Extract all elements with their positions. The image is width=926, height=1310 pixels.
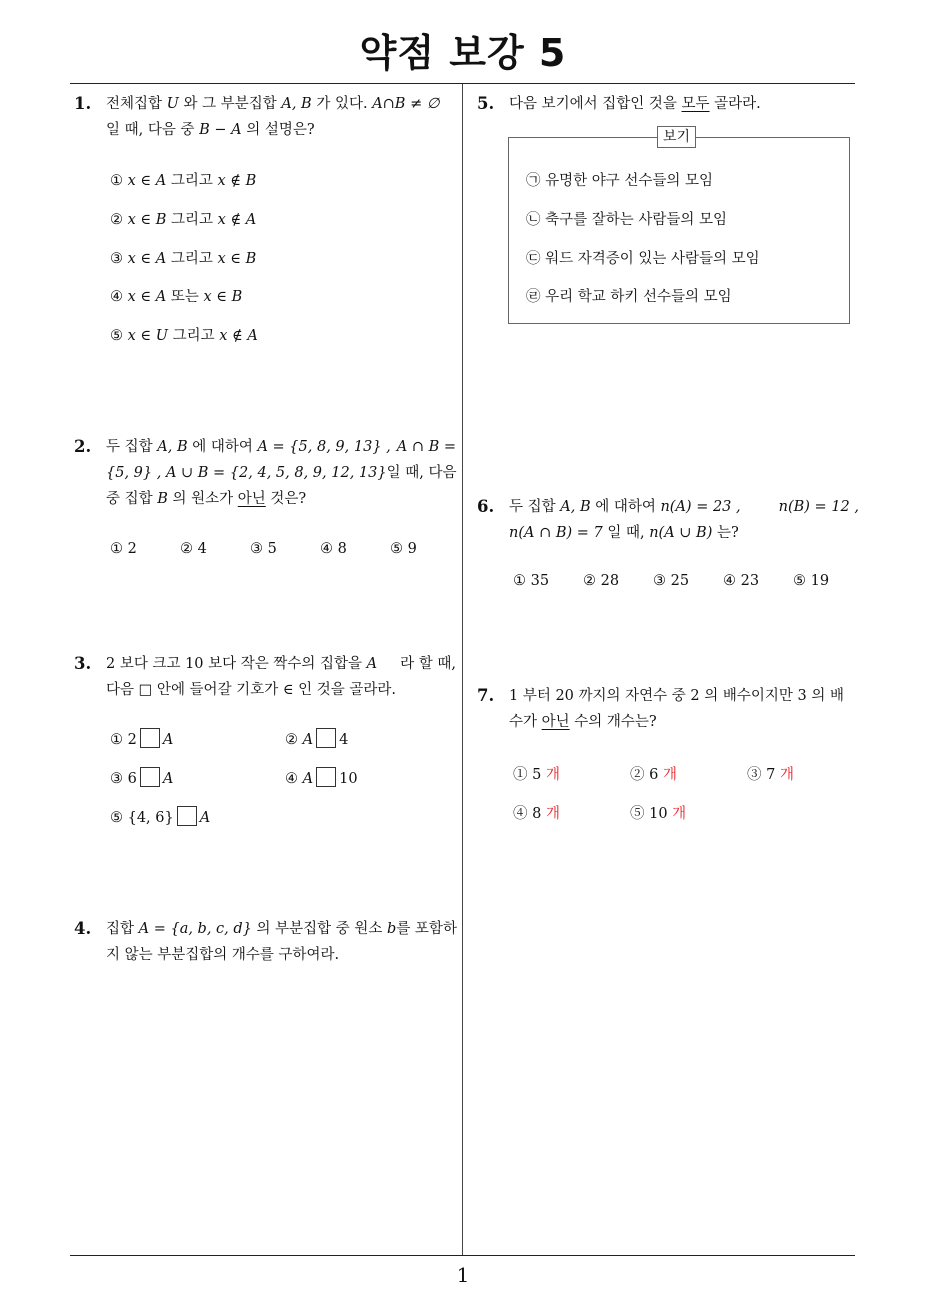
example-item-1[interactable] [526,169,713,190]
option-3-5[interactable] [110,806,210,826]
answer-blank[interactable] [140,767,160,787]
underlined-word: 아닌 [541,714,570,730]
text-run: 는? [712,525,739,541]
column-divider [462,84,463,1256]
option-text: 또는 [166,289,204,305]
math-expr: x ∈ B [203,289,243,305]
question-number: 1. [74,94,92,113]
text-line [509,709,859,735]
math-expr: x ∉ A [219,328,258,344]
option-mark: ⑤ [110,810,123,826]
math-var: A [302,732,314,748]
math-var: A [162,771,174,787]
option-3-3[interactable] [110,767,173,787]
math-expr: x ∈ A [127,173,167,189]
math-expr: A = {5, 8, 9, 13} , [257,439,391,455]
text-run: 중 집합 [106,491,158,507]
text-run: 와 그 부분집합 [178,96,282,112]
option-1-2[interactable] [110,208,256,229]
page-title: 약점 보강 5 [359,31,567,75]
question-text [106,434,456,512]
question-number: 6. [477,497,495,516]
option-mark: ⑤ [110,328,123,344]
math-var: A [162,732,174,748]
text-run: 두 집합 [509,499,561,515]
item-mark: ㉢ [526,251,541,267]
question-text [106,651,456,703]
option-1-5[interactable] [110,324,258,345]
item-text: 축구를 잘하는 사람들의 모임 [545,212,728,228]
option-mark: ④ [723,573,736,589]
math-var: U [166,96,179,112]
text-line [106,486,456,512]
option-6-1[interactable] [513,573,549,589]
option-unit: 개 [545,767,560,783]
page-number: 1 [456,1263,470,1287]
option-value: 8 [337,541,347,557]
item-text: 유명한 야구 선수들의 모임 [545,173,714,189]
option-value: 6 [649,767,659,783]
option-value: 7 [766,767,776,783]
text-run: 를 포함하 [396,921,457,937]
math-expr: x ∉ B [217,173,257,189]
option-mark: ⑤ [630,806,645,822]
option-value: 2 [127,541,137,557]
text-line: 다음 □ 안에 들어갈 기호가 ∈ 인 것을 골라라. [106,682,397,698]
text-run: 의 원소가 [167,491,238,507]
option-text: 그리고 [166,212,218,228]
option-3-4[interactable] [285,767,358,787]
math-expr: x ∈ B [217,251,257,267]
answer-blank[interactable] [316,767,336,787]
math-expr: A∩B ≠ ∅ [372,96,440,112]
item-mark: ㉠ [526,173,541,189]
math-var: b [387,921,397,937]
option-mark: ③ [110,771,123,787]
option-mark: ③ [110,251,123,267]
text-line [106,91,458,117]
text-run: 의 부분집합 중 원소 [251,921,388,937]
question-text [509,494,859,546]
text-run: 가 있다. [311,96,373,112]
option-value: 8 [532,806,542,822]
option-unit: 개 [662,767,677,783]
question-text [106,91,458,143]
option-unit: 개 [545,806,560,822]
option-mark: ① [110,732,123,748]
text-run: 수의 개수는? [569,714,657,730]
math-expr: x ∈ B [127,212,167,228]
text-run: 의 설명은? [241,122,315,138]
option-1-3[interactable] [110,247,256,268]
option-value: 4 [197,541,207,557]
option-1-4[interactable] [110,285,242,306]
math-expr: n(B) = 12 , [778,499,859,515]
option-7-1[interactable] [513,763,560,784]
option-2-3[interactable] [250,541,277,557]
question-number: 4. [74,919,92,938]
math-var: A [199,810,211,826]
math-expr: x ∉ A [217,212,257,228]
option-mark: ① [110,173,123,189]
text-line: 1 부터 20 까지의 자연수 중 2 의 배수이지만 3 의 배 [509,688,844,704]
option-unit: 개 [672,806,687,822]
example-item-3[interactable] [526,247,760,268]
text-line [509,520,859,546]
text-run: 두 집합 [106,439,158,455]
option-mark: ④ [320,541,333,557]
question-number: 7. [477,686,495,705]
option-2-5[interactable] [390,541,417,557]
option-1-1[interactable] [110,169,256,190]
question-number: 2. [74,437,92,456]
text-line [106,434,456,460]
question-number: 3. [74,654,92,673]
text-run: 집합 [106,921,139,937]
option-2-4[interactable] [320,541,347,557]
option-value: 19 [810,573,830,589]
text-run: 다음 보기에서 집합인 것을 [509,96,682,112]
math-expr: A ∩ B = [396,439,456,455]
option-3-1[interactable] [110,728,173,748]
option-value: 4 [339,732,349,748]
option-mark: ④ [110,289,123,305]
math-expr: x ∈ U [127,328,168,344]
option-value: 9 [407,541,417,557]
option-mark: ③ [250,541,263,557]
math-expr: x ∈ A [127,251,167,267]
text-line: 지 않는 부분집합의 개수를 구하여라. [106,947,340,963]
answer-blank[interactable] [316,728,336,748]
question-text [509,91,761,117]
example-box-label: 보기 [657,126,696,148]
math-expr: n(A ∩ B) = 7 [509,525,603,541]
option-mark: ② [630,767,645,783]
option-mark: ② [583,573,596,589]
example-item-2[interactable] [526,208,727,229]
math-var: B [157,491,168,507]
bottom-rule [70,1255,855,1256]
option-mark: ① [110,541,123,557]
option-unit: 개 [779,767,794,783]
item-mark: ㉣ [526,289,541,305]
option-mark: ① [513,573,526,589]
text-run: 전체집합 [106,96,167,112]
text-line [106,117,458,143]
option-3-2[interactable] [285,728,348,748]
option-6-2[interactable] [583,573,619,589]
item-mark: ㉡ [526,212,541,228]
option-2-2[interactable] [180,541,207,557]
option-mark: ④ [285,771,298,787]
option-6-4[interactable] [723,573,759,589]
math-expr: A = {a, b, c, d} [138,921,252,937]
option-mark: ⑤ [390,541,403,557]
text-line [509,91,761,117]
option-mark: ② [110,212,123,228]
underlined-word: 아닌 [237,491,266,507]
option-value: 23 [740,573,760,589]
option-value: 10 [649,806,668,822]
option-text: 그리고 [166,173,218,189]
math-var: A [366,656,378,672]
text-line [106,916,456,942]
answer-blank[interactable] [140,728,160,748]
option-6-5[interactable] [793,573,829,589]
option-value: 5 [532,767,542,783]
option-value: 2 [127,732,137,748]
answer-blank[interactable] [177,806,197,826]
option-value: 6 [127,771,137,787]
math-expr: n(A) = 23 , [660,499,741,515]
option-mark: ③ [653,573,666,589]
example-item-4[interactable] [526,285,732,306]
text-run: 것은? [265,491,307,507]
math-var: A, B [157,439,188,455]
text-run: 일 때, 다음 중 [106,122,200,138]
text-line [509,494,859,520]
option-7-5[interactable] [630,802,686,823]
option-text: 그리고 [166,251,218,267]
option-value: 5 [267,541,277,557]
text-run: 수가 [509,714,542,730]
question-text [106,916,456,968]
question-number: 5. [477,94,495,113]
text-run: 골라라. [709,96,761,112]
question-text [509,683,859,735]
option-7-4[interactable] [513,802,560,823]
math-var: A [302,771,314,787]
option-7-3[interactable] [747,763,794,784]
text-run: 라 할 때, [400,656,456,672]
text-run: 에 대하여 [187,439,258,455]
option-value: 25 [670,573,690,589]
option-mark: ⑤ [793,573,806,589]
option-7-2[interactable] [630,763,677,784]
math-expr: {5, 9} , A ∪ B = {2, 4, 5, 8, 9, 12, 13} [106,465,387,481]
option-value: 35 [530,573,550,589]
option-value: {4, 6} [127,810,174,826]
option-mark: ② [285,732,298,748]
underlined-word: 모두 [681,96,710,112]
option-mark: ④ [513,806,528,822]
math-expr: n(A ∪ B) [649,525,713,541]
option-value: 10 [339,771,358,787]
text-run: 일 때, [602,525,650,541]
text-run: 2 보다 크고 10 보다 작은 짝수의 집합을 [106,656,367,672]
text-run: 일 때, 다음 [386,465,457,481]
item-text: 우리 학교 하키 선수들의 모임 [545,289,732,305]
option-2-1[interactable] [110,541,137,557]
math-expr: x ∈ A [127,289,167,305]
math-expr: B − A [199,122,242,138]
option-text: 그리고 [167,328,220,344]
option-6-3[interactable] [653,573,689,589]
item-text: 워드 자격증이 있는 사람들의 모임 [545,251,760,267]
option-mark: ① [513,767,528,783]
text-line [106,460,456,486]
text-run: 에 대하여 [590,499,661,515]
math-var: A, B [281,96,312,112]
option-mark: ② [180,541,193,557]
option-mark: ③ [747,767,762,783]
math-var: A, B [560,499,591,515]
option-value: 28 [600,573,620,589]
text-line [106,651,456,677]
